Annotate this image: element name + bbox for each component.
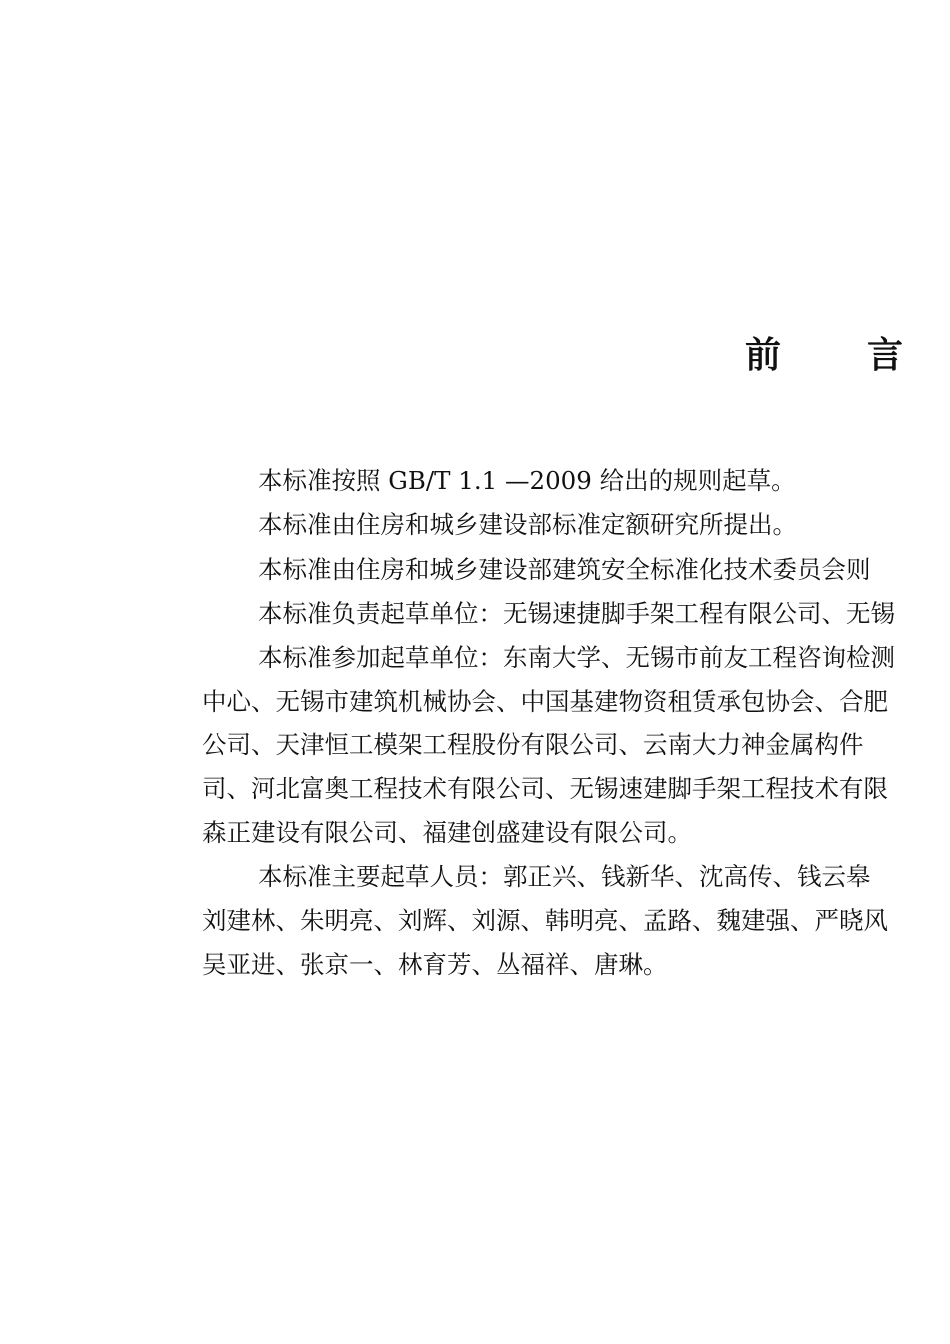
- paragraph-participating-drafters: 本标准参加起草单位：东南大学、无锡市前友工程咨询检测: [258, 643, 895, 672]
- page-title: [745, 330, 903, 382]
- title-char-yan: 言: [867, 335, 904, 376]
- paragraph-participating-drafters-line-4: 司、河北富奥工程技术有限公司、无锡速建脚手架工程技术有限: [202, 774, 888, 803]
- paragraph-responsible-drafter: 本标准负责起草单位：无锡速捷脚手架工程有限公司、无锡: [258, 599, 895, 628]
- paragraph-participating-drafters-line-2: 中心、无锡市建筑机械协会、中国基建物资租赁承包协会、合肥: [202, 687, 888, 716]
- paragraph-main-drafters-line-3: 吴亚进、张京一、林育芳、丛福祥、唐琳。: [202, 950, 668, 979]
- title-char-qian: 前: [745, 335, 782, 376]
- paragraph-drafting-rules: 本标准按照 GB/T 1.1 —2009 给出的规则起草。: [258, 466, 796, 495]
- paragraph-main-drafters-line-2: 刘建林、朱明亮、刘辉、刘源、韩明亮、孟路、魏建强、严晓风: [202, 906, 888, 935]
- paragraph-under-jurisdiction: 本标准由住房和城乡建设部建筑安全标准化技术委员会则: [258, 555, 871, 584]
- paragraph-participating-drafters-line-5: 森正建设有限公司、福建创盛建设有限公司。: [202, 818, 692, 847]
- paragraph-main-drafters: 本标准主要起草人员：郭正兴、钱新华、沈高传、钱云皋: [258, 862, 871, 891]
- paragraph-proposed-by: 本标准由住房和城乡建设部标准定额研究所提出。: [258, 510, 797, 539]
- paragraph-participating-drafters-line-3: 公司、天津恒工模架工程股份有限公司、云南大力神金属构件: [202, 730, 864, 759]
